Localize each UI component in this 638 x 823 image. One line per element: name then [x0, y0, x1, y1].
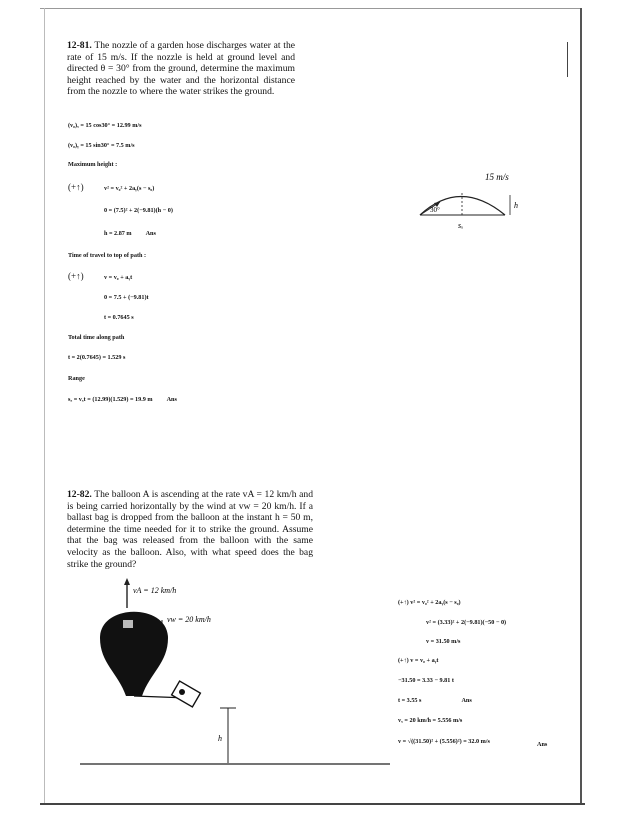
solution-equation-1: (+↑) v² = v₀² + 2aᵧ(s − s₀) — [398, 599, 461, 606]
answer-label: Ans — [461, 697, 472, 704]
problem-number: 12-82. — [67, 489, 92, 500]
page-border-bottom — [40, 803, 585, 805]
sign-convention: (+↑) — [68, 271, 84, 281]
ascent-rate-label: vA = 12 km/h — [133, 586, 177, 595]
passenger-icon — [179, 689, 185, 695]
solution-time-result: t = 3.55 s Ans — [398, 697, 472, 704]
range-heading: Range — [68, 375, 85, 382]
problem-number: 12-81. — [67, 40, 92, 51]
answer-label: Ans — [166, 396, 177, 403]
total-time-heading: Total time along path — [68, 334, 125, 341]
max-height-heading: Maximum height : — [68, 161, 118, 168]
problem-12-81-statement — [67, 40, 295, 98]
kinematic-equation: v² = v₀² + 2aᵧ(s − s₀) — [104, 185, 155, 192]
problem-text: The nozzle of a garden hose discharges water at the rate of 15 m/s. If the nozzle is held at ground level and directed θ = 30° from the ground, determine the maximum height reached by the water and the horizontal distance from the nozzle to where the water strikes the ground. — [67, 40, 295, 98]
solution-equation-3: v = 31.50 m/s — [426, 638, 461, 645]
balloon-basket — [172, 681, 201, 707]
time-result: t = 0.7645 s — [104, 314, 134, 321]
answer-label: Ans — [537, 741, 548, 748]
solution-equation-5: −31.50 = 3.33 − 9.81 t — [398, 677, 454, 684]
substitution-equation: 0 = (7.5)² + 2(−9.81)(h − 0) — [104, 207, 173, 214]
arrow-head-icon — [124, 578, 130, 585]
problem-text: The balloon A is ascending at the rate vA = 12 km/h and is being carried horizontally by the wind at vw = 20 km/h. If a ballast bag is dropped from the balloon at the instant h = 50 m, determine the time needed for it to strike the ground. Assume that the bag was released from the balloon with the same velocity as the balloon. Also, with what speed does the bag strike the ground? — [67, 489, 313, 570]
height-label: h — [514, 201, 518, 210]
balloon-envelope — [100, 612, 168, 696]
total-time-equation: t = 2(0.7645) = 1.529 s — [68, 354, 126, 361]
v0x-equation: (v₀)ₓ = 15 cos30° = 12.99 m/s — [68, 122, 142, 129]
solution-equation-2: v² = (3.33)² + 2(−9.81)(−50 − 0) — [426, 619, 507, 626]
height-result: h = 2.87 m Ans — [104, 230, 156, 237]
solution-equation-7: vₓ = 20 km/h = 5.556 m/s — [398, 717, 463, 724]
answer-label: Ans — [145, 230, 156, 237]
velocity-substitution: 0 = 7.5 + (−9.81)t — [104, 294, 149, 301]
problem-12-82-statement — [67, 489, 313, 570]
solution-equation-4: (+↑) v = v₀ + aᵧt — [398, 657, 439, 664]
range-result: sₓ = vₓt = (12.99)(1.529) = 19.9 m Ans — [68, 396, 177, 403]
angle-label: 30° — [430, 206, 440, 214]
time-heading: Time of travel to top of path : — [68, 252, 147, 259]
range-label: sₓ — [458, 221, 464, 230]
sign-convention: (+↑) — [68, 182, 84, 192]
v0y-equation: (v₀)ᵧ = 15 sin30° = 7.5 m/s — [68, 142, 135, 149]
velocity-equation: v = v₀ + aᵧt — [104, 274, 133, 281]
height-label: h — [218, 734, 222, 743]
solution-speed-result: v = √((31.50)² + (5.556)²) = 32.0 m/s — [398, 738, 490, 745]
wind-speed-label: vw = 20 km/h — [167, 615, 211, 624]
page-border-left — [44, 8, 45, 803]
trajectory-figure — [410, 160, 530, 235]
margin-mark — [567, 42, 568, 77]
balloon-figure — [70, 578, 400, 778]
page-border-top — [40, 8, 580, 9]
page-border-right — [580, 8, 582, 805]
balloon-marking — [123, 620, 133, 628]
speed-label: 15 m/s — [485, 172, 509, 182]
